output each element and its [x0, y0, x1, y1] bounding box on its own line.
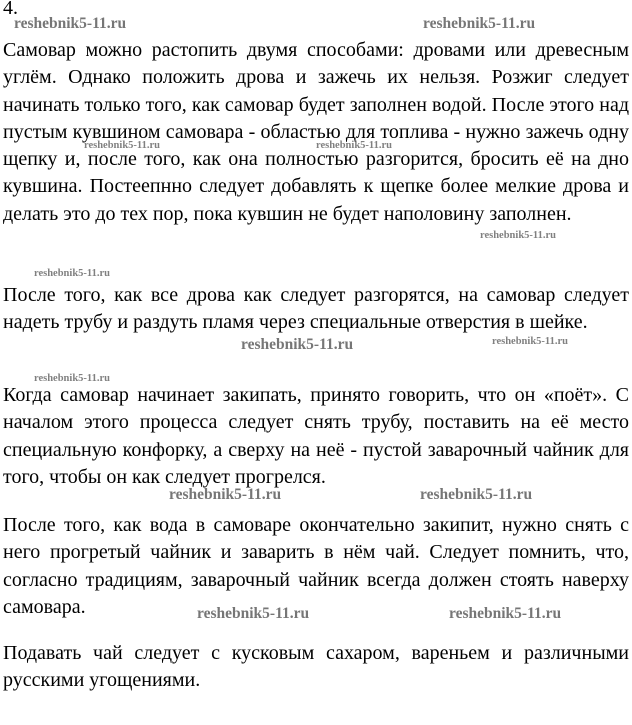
watermark: reshebnik5-11.ru [14, 15, 127, 32]
watermark: reshebnik5-11.ru [492, 336, 568, 347]
watermark: reshebnik5-11.ru [480, 230, 556, 241]
watermark: reshebnik5-11.ru [423, 15, 536, 32]
watermark: reshebnik5-11.ru [420, 486, 533, 503]
watermark: reshebnik5-11.ru [84, 140, 160, 151]
watermark: reshebnik5-11.ru [169, 486, 282, 503]
watermark: reshebnik5-11.ru [34, 268, 110, 279]
watermark: reshebnik5-11.ru [197, 605, 310, 622]
watermark: reshebnik5-11.ru [316, 140, 392, 151]
paragraph-singing: Когда самовар начинает закипать, принято говорить, что он «поёт». С началом этого процесса следует снять трубу, поставить на её место специальную конфорку, а сверху на неё - пустой заварочный чайник для того, чтобы он как следует прогрелся. [3, 384, 629, 488]
paragraph-serving: Подавать чай следует с кусковым сахаром, вареньем и различными русскими угощениями. [3, 642, 629, 692]
watermark: reshebnik5-11.ru [241, 336, 354, 353]
paragraph-kindling: Самовар можно растопить двумя способами: дровами или древесным углём. Однако положить дрова и зажечь их нельзя. Розжиг следует начинать только того, как самовар будет заполнен водой. После этого над пустым кувшином самовара - областью для топлива - нужно зажечь одну щепку и, после того, как она полностью разгорится, бросить её на дно кувшина. Постеепнно следует добавлять к щепке более мелкие дрова и делать это до тех пор, пока кувшин не будет наполовину заполнен. [3, 39, 629, 225]
watermark: reshebnik5-11.ru [34, 373, 110, 384]
watermark: reshebnik5-11.ru [449, 605, 562, 622]
paragraph-chimney: После того, как все дрова как следует разгорятся, на самовар следует надеть трубу и раздуть пламя через специальные отверстия в шейке. [3, 284, 629, 334]
paragraph-brewing: После того, как вода в самоваре окончательно закипит, нужно снять с него прогретый чайник и заварить в нём чай. Следует помнить, что, согласно традициям, заварочный чайник всегда должен стоять наверху самовара. [3, 514, 629, 618]
task-number: 4. [3, 0, 18, 19]
